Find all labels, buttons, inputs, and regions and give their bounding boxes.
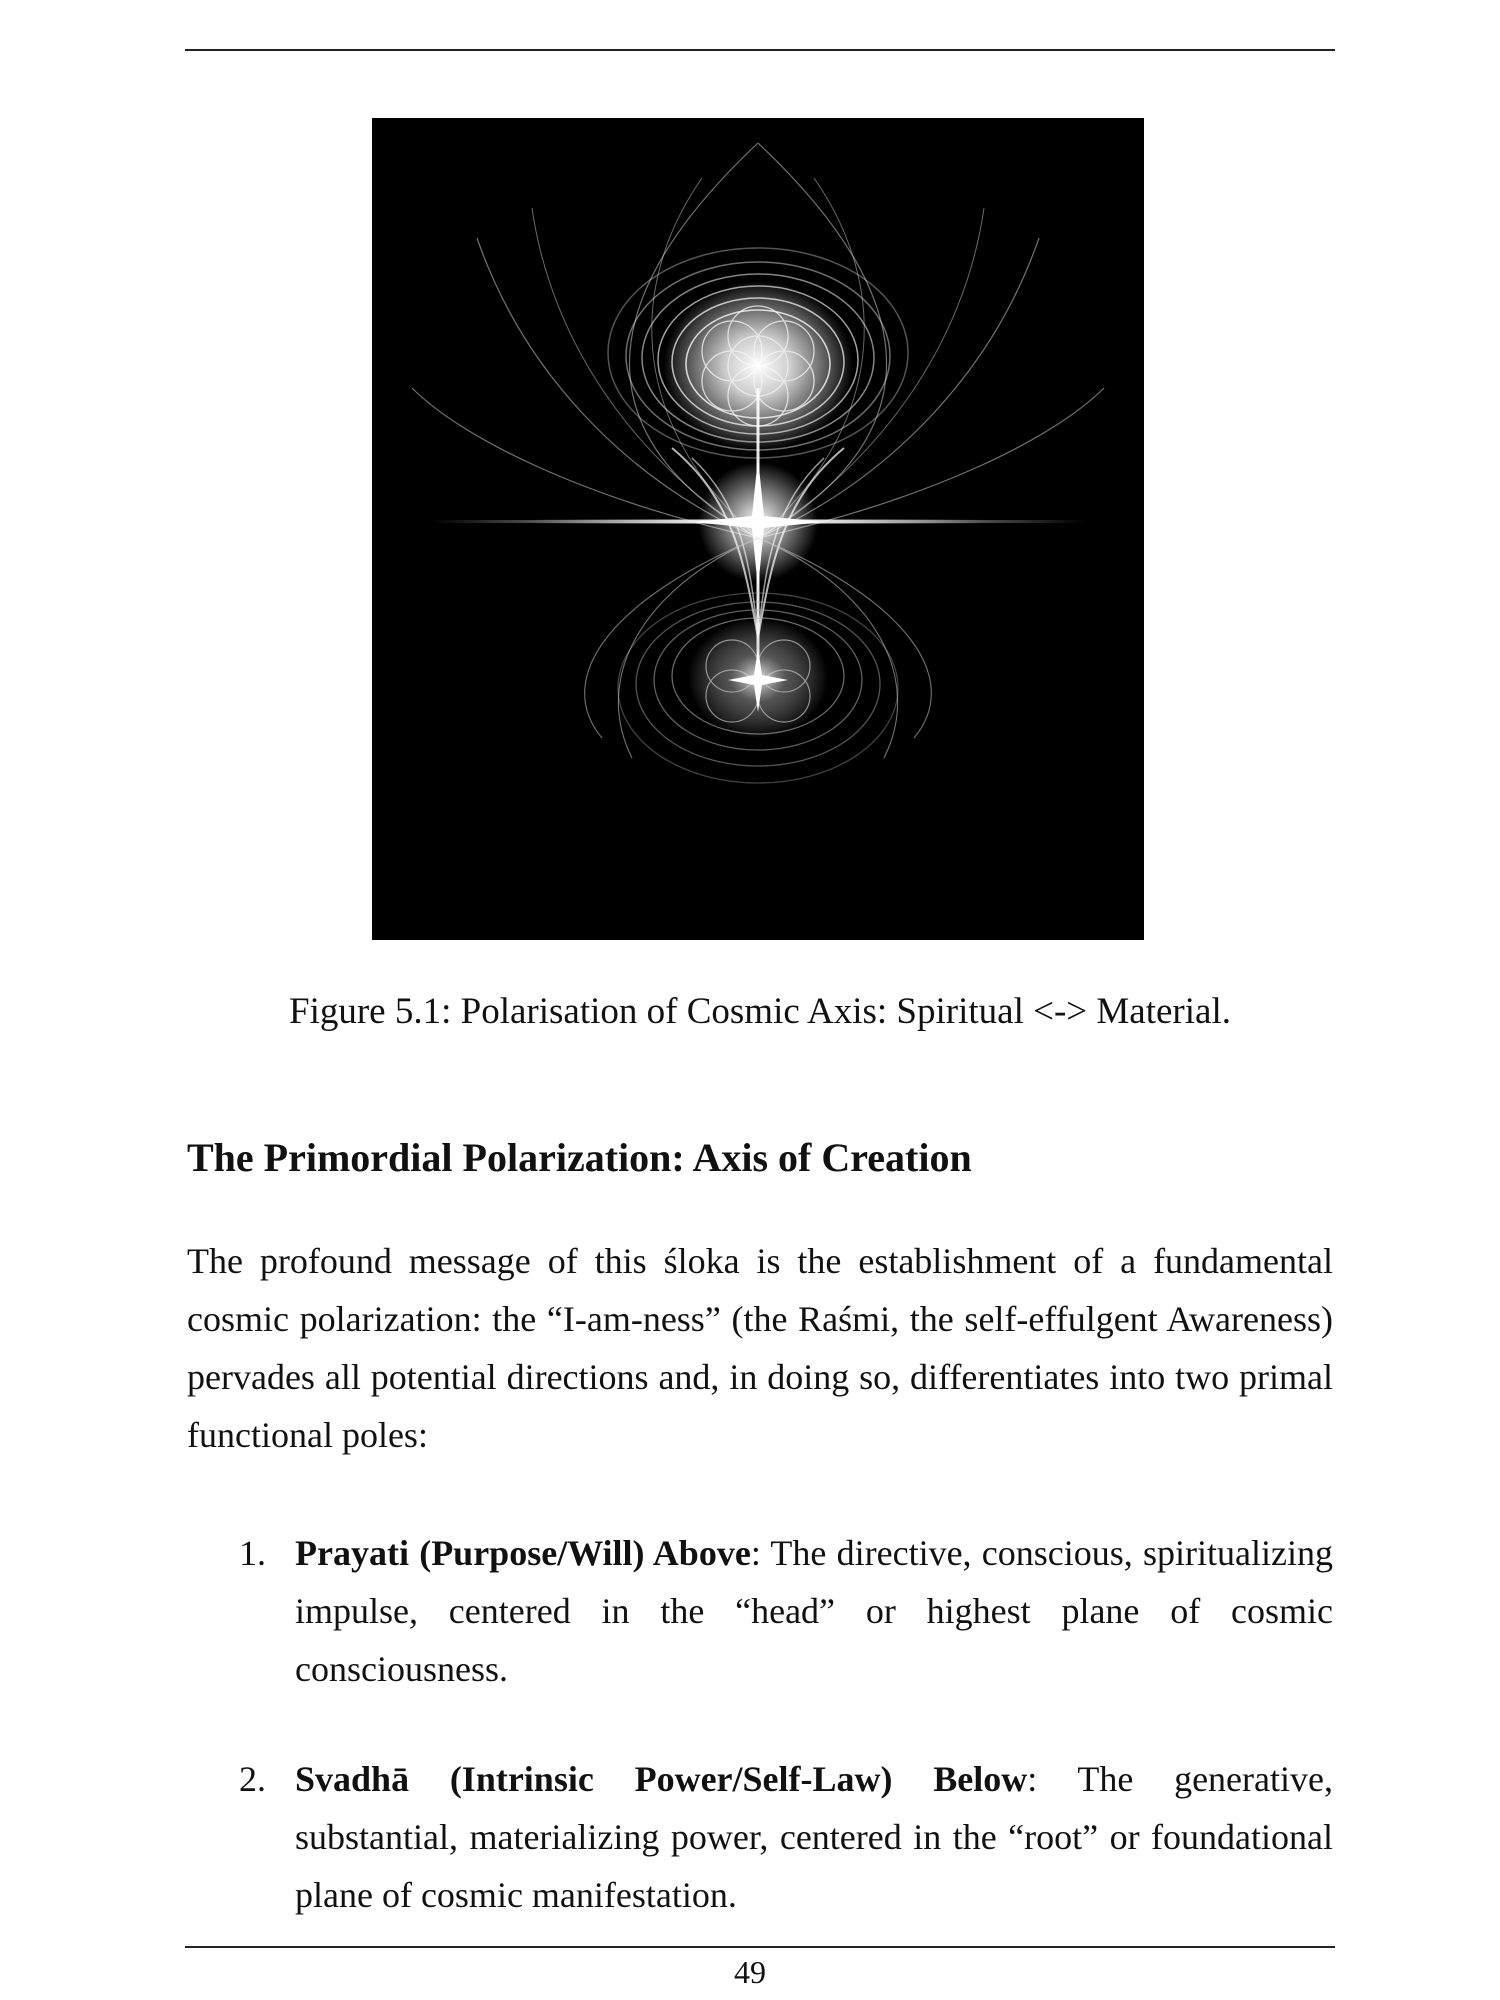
footer-rule: [185, 1946, 1335, 1948]
list-item-description: : The directive, conscious, spiritualizing impulse, centered in the “head” or highest plane of cosmic consciousness.: [295, 1533, 1333, 1689]
page-number: 49: [734, 1954, 766, 1990]
list-item: [187, 1750, 1333, 1924]
list-item-number: 1.: [239, 1533, 266, 1573]
list-item-description: : The generative, substantial, materializing power, centered in the “root” or foundational plane of cosmic manifestation.: [295, 1759, 1333, 1915]
list-item-term: Svadhā (Intrinsic Power/Self-Law) Below: [295, 1759, 1028, 1799]
list-item-number: 2.: [239, 1759, 266, 1799]
cosmic-axis-illustration: [372, 118, 1144, 940]
section-heading: The Primordial Polarization: Axis of Creation: [187, 1135, 972, 1180]
list-item: [187, 1524, 1333, 1698]
cosmic-axis-figure: [372, 118, 1144, 940]
body-paragraph: The profound message of this śloka is the establishment of a fundamental cosmic polarization: the “I-am-ness” (the Raśmi, the self-effulgent Awareness) pervades all potential directions and, in doing so, differentiates into two primal functional poles:: [187, 1241, 1333, 1455]
header-rule: [185, 49, 1335, 51]
figure-caption: Figure 5.1: Polarisation of Cosmic Axis: Spiritual <-> Material.: [289, 991, 1231, 1032]
list-item-term: Prayati (Purpose/Will) Above: [295, 1533, 751, 1573]
